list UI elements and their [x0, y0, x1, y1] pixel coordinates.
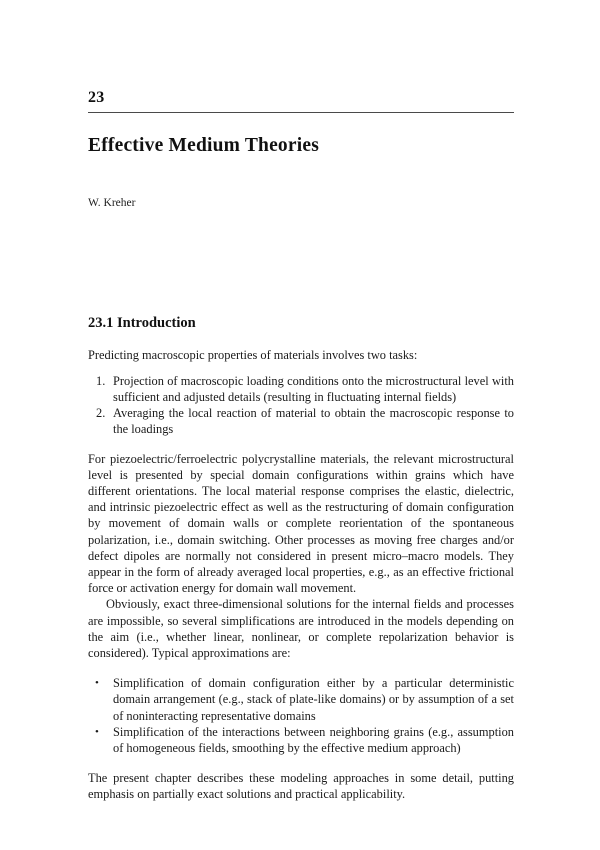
paragraph-obviously: Obviously, exact three-dimensional solutions for the internal fields and processes are impossible, so several simplifications are introduced in the models depending on the aim (i.e., whether linear, nonlinear, or complete repolarization behavior is considered). Typical approximations are: [88, 597, 514, 661]
intro-paragraph: Predicting macroscopic properties of materials involves two tasks: [88, 347, 418, 362]
author-name: W. Kreher [88, 197, 136, 210]
section-heading-introduction: 23.1 Introduction [88, 315, 196, 332]
list-item: • Simplification of domain configuration either by a particular deterministic domain arrangement (e.g., stack of plate-like domains) or by assumption of a set of noninteracting representative domains [88, 675, 514, 724]
paragraph-closing: The present chapter describes these modeling approaches in some detail, putting emphasis on partially exact solutions and practical applicability. [88, 771, 514, 802]
page-content [88, 90, 514, 803]
bullet-list [88, 675, 514, 756]
list-item: • Simplification of the interactions between neighboring grains (e.g., assumption of homogeneous fields, smoothing by the effective medium approach) [88, 724, 514, 756]
paragraph-piezoelectric: For piezoelectric/ferroelectric polycrystalline materials, the relevant microstructural level is presented by special domain configurations within grains which have different orientations. The local material response comprises the elastic, dielectric, and intrinsic piezoelectric effect as well as the restructuring of domain configuration by movement of domain walls or complete reorientation of the spontaneous polarization, i.e., domain switching. Other processes as moving free charges and/or defect dipoles are normally not considered in present micro–macro models. They appear in the form of already averaged local properties, e.g., as an effective frictional force or activation energy for domain wall movement. [88, 451, 514, 596]
chapter-number: 23 [88, 89, 105, 106]
numbered-list [88, 373, 514, 438]
list-item: Projection of macroscopic loading conditions onto the microstructural level with sufficient and adjusted details (resulting in fluctuating internal fields) [113, 373, 514, 405]
list-item: Averaging the local reaction of material to obtain the macroscopic response to the loadings [113, 406, 514, 437]
header-divider [88, 112, 514, 113]
chapter-title: Effective Medium Theories [88, 135, 320, 156]
